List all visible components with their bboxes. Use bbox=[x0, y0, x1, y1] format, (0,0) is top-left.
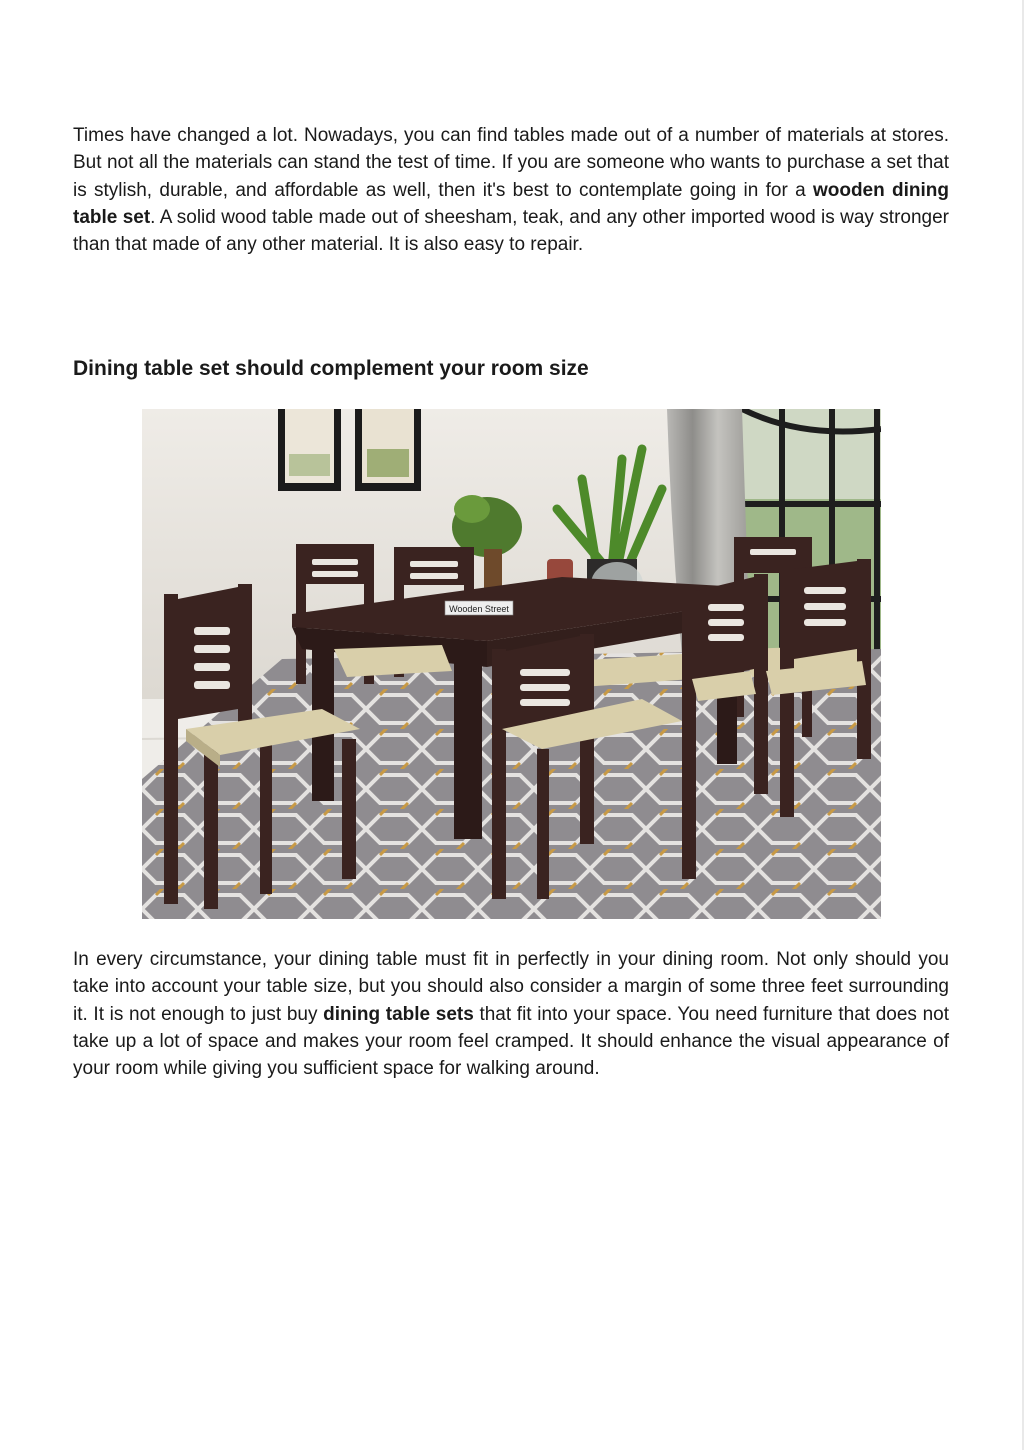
section-heading: Dining table set should complement your room size bbox=[73, 357, 589, 380]
intro-paragraph bbox=[73, 122, 949, 258]
intro-text-end: . A solid wood table made out of sheesham, teak, and any other imported wood is way stronger than that made of any other material. It is also easy to repair. bbox=[73, 206, 949, 256]
intro-bold-link: wooden dining table set bbox=[73, 179, 949, 228]
dining-set-photo bbox=[142, 409, 881, 919]
body-text-end: that fit into your space. You need furniture that does not take up a lot of space and makes your room feel cramped. It should enhance the visual appearance of your room while giving you sufficient space for walking around. bbox=[73, 1003, 949, 1080]
photo-watermark: Wooden Street bbox=[449, 604, 509, 614]
body-paragraph bbox=[73, 946, 949, 1082]
intro-text-start: Times have changed a lot. Nowadays, you can find tables made out of a number of materials at stores. But not all the materials can stand the test of time. If you are someone who wants to purchase a set that is stylish, durable, and affordable as well, then it's best to contemplate going in for a bbox=[73, 125, 949, 201]
body-bold-link: dining table sets bbox=[323, 1003, 474, 1025]
body-text-start: In every circumstance, your dining table must fit in perfectly in your dining room. Not only should you take into account your table size, but you should also consider a margin of some three feet surrounding it. It is not enough to just buy bbox=[73, 949, 949, 1025]
